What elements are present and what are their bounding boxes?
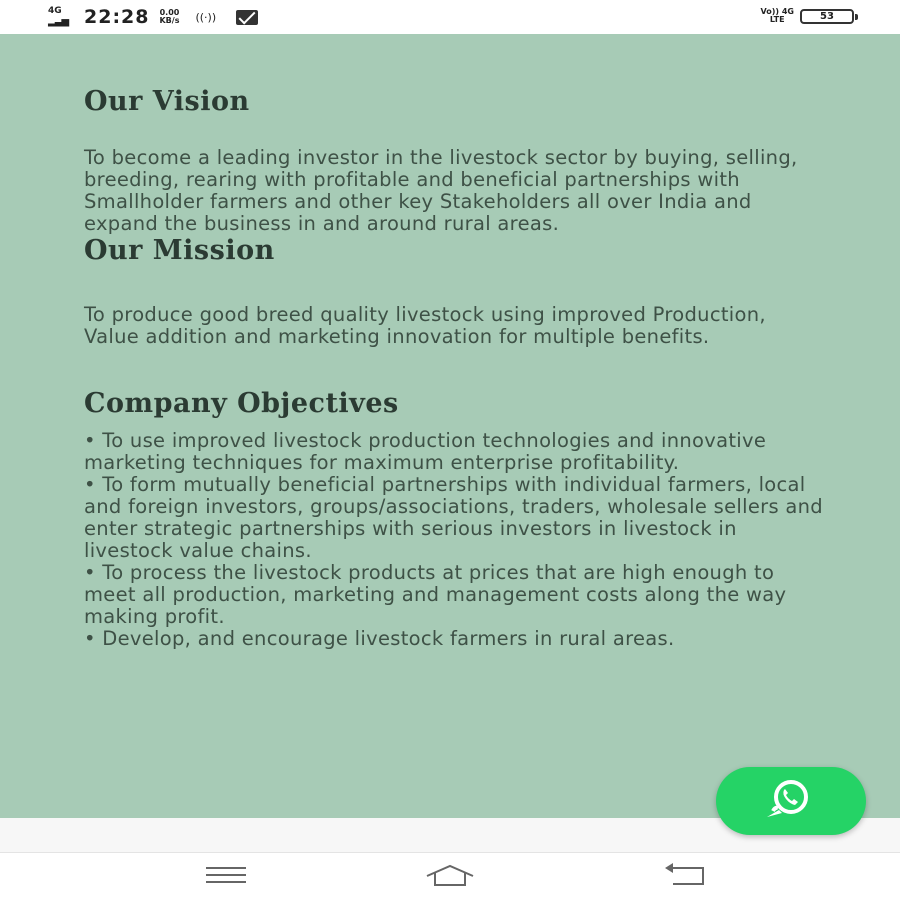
back-icon	[663, 862, 709, 892]
home-icon	[425, 862, 475, 892]
objectives-list	[84, 430, 824, 650]
objectives-title: Company Objectives	[84, 388, 399, 419]
signal-icon: ▂▃▅	[48, 16, 69, 27]
battery-level: 53	[820, 10, 834, 22]
objective-item: • Develop, and encourage livestock farmers in rural areas.	[84, 627, 675, 650]
data-speed-unit: KB/s	[159, 16, 180, 25]
clock: 22:28	[84, 6, 150, 28]
objective-item: • To form mutually beneficial partnerships with individual farmers, local and foreign investors, groups/associations, traders, wholesale sellers and enter strategic partnerships with serious investors in livestock in livestock value chains.	[84, 473, 823, 562]
mission-title: Our Mission	[84, 235, 275, 266]
vision-text: To become a leading investor in the livestock sector by buying, selling, breeding, rearing with profitable and beneficial partnerships with Smallholder farmers and other key Stakeholders all over India and expand the business in and around rural areas.	[84, 146, 798, 235]
nav-home-button[interactable]	[428, 863, 472, 891]
volte-label-top: Vo)) 4G	[760, 7, 794, 16]
system-nav-bar	[0, 852, 900, 901]
status-bar-right	[761, 8, 854, 24]
content-inner	[84, 86, 824, 650]
network-type: 4G	[48, 6, 62, 16]
vision-title: Our Vision	[84, 86, 250, 117]
whatsapp-button[interactable]	[716, 767, 866, 835]
signal-indicator	[48, 7, 78, 27]
status-bar-left	[48, 6, 258, 28]
volte-label-bottom: LTE	[769, 15, 785, 24]
nav-back-button[interactable]	[664, 863, 708, 891]
data-speed-value: 0.00	[159, 8, 180, 17]
mission-text: To produce good breed quality livestock using improved Production, Value addition and marketing innovation for multiple benefits.	[84, 303, 766, 348]
status-bar	[0, 0, 900, 34]
volte-indicator	[761, 8, 794, 24]
content-area[interactable]	[0, 34, 900, 818]
nav-menu-button[interactable]	[204, 863, 248, 891]
menu-icon	[204, 863, 248, 891]
objective-item: • To use improved livestock production technologies and innovative marketing techniques for maximum enterprise profitability.	[84, 429, 767, 474]
hotspot-icon: ((·))	[195, 10, 217, 24]
data-speed	[159, 9, 179, 25]
battery-icon	[800, 9, 854, 24]
objective-item: • To process the livestock products at prices that are high enough to meet all production, marketing and management costs along the way making profit.	[84, 561, 787, 628]
whatsapp-icon	[757, 775, 825, 827]
mail-icon	[236, 10, 258, 25]
